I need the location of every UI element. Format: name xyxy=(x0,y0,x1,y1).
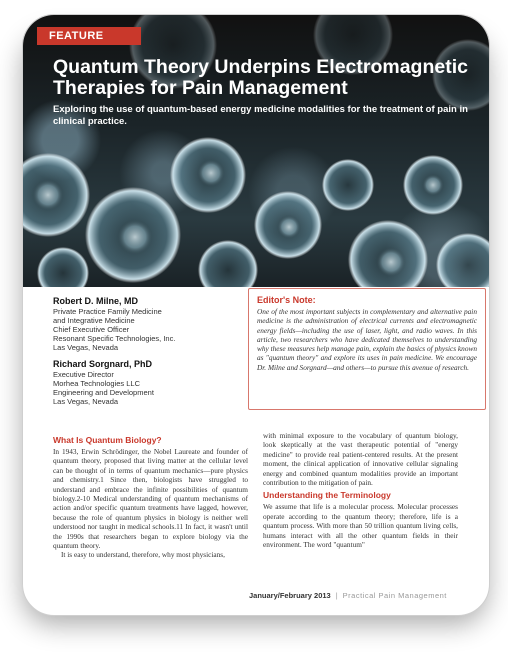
magazine-page xyxy=(22,14,490,616)
body-paragraph: It is easy to understand, therefore, why most physicians, xyxy=(61,550,225,560)
author-affiliation: Engineering and Development xyxy=(53,388,154,397)
body-paragraph: with minimal exposure to the vocabulary of quantum biology, look skeptically at the vast therapeutic potential of "energy medicine" to provide real patient-centered results. At the present moment, the clinical application of innovative cellular signaling energy and combined quantum modalities provide an important contribution to the mitigation of pain. xyxy=(263,431,458,488)
page-footer xyxy=(249,591,479,600)
author-affiliation: Chief Executive Officer xyxy=(53,325,130,334)
right-column xyxy=(263,431,458,549)
author-affiliation: and Integrative Medicine xyxy=(53,316,135,325)
section-heading: Understanding the Terminology xyxy=(263,490,391,501)
editor-note-text: One of the most important subjects in complementary and alternative pain medicine is the administration of electrical currents and electromagnetic energy fields—including the use of laser, light, and radio waves. In this article, two researchers who have dedicated themselves to understanding why these measures help manage pain, explain the basics of physics known as "quantum theory" and explore its uses in pain medicine. We encourage Dr. Milne and Sorgnard—and others—to pursue this avenue of research. xyxy=(257,307,477,372)
body-paragraph: We assume that life is a molecular process. Molecular processes operate according to the quantum theory; therefore, life is a quantum process. With more than 50 trillion quantum living cells, humans interact with all the other quantum fields in their environment. The word "quantum" xyxy=(263,502,458,550)
footer-issue: January/February 2013 xyxy=(249,591,331,600)
author-affiliation: Las Vegas, Nevada xyxy=(53,343,119,352)
author-affiliation: Private Practice Family Medicine xyxy=(53,307,162,316)
feature-tag: FEATURE xyxy=(37,27,141,45)
author-affiliation: Resonant Specific Technologies, Inc. xyxy=(53,334,176,343)
author-block xyxy=(53,360,245,406)
author-list xyxy=(53,297,245,414)
hero-cell-image xyxy=(23,15,489,287)
article-subtitle: Exploring the use of quantum-based energy medicine modalities for the treatment of pain in clinical practice. xyxy=(53,104,468,127)
section-heading: What Is Quantum Biology? xyxy=(53,435,162,445)
left-column xyxy=(53,435,248,560)
body-paragraph: In 1943, Erwin Schrödinger, the Nobel Laureate and founder of quantum theory, proposed that living matter at the cellular level can be thought of in terms of quantum mechanics—pure physics and chemistry.1 Since then, biologists have struggled to understand and embrace the infinite possibilities of quantum biology.2-10 Medical understanding of quantum mechanisms of action and/or specific quantum treatments have lagged, however, because the role of quantum physics in biology is neither well understood nor taught in medical schools.11 In fact, it wasn't until the 1990s that researchers began to explore biology via the quantum theory. xyxy=(53,447,248,551)
author-affiliation: Executive Director xyxy=(53,370,114,379)
author-name: Richard Sorgnard, PhD xyxy=(53,359,153,369)
footer-separator: | xyxy=(335,591,338,600)
author-affiliation: Morhea Technologies LLC xyxy=(53,379,141,388)
author-name: Robert D. Milne, MD xyxy=(53,296,138,306)
editor-note-box xyxy=(248,288,486,410)
author-affiliation: Las Vegas, Nevada xyxy=(53,397,119,406)
article-title: Quantum Theory Underpins Electromagnetic Therapies for Pain Management xyxy=(53,56,468,99)
editor-note-title: Editor's Note: xyxy=(257,295,316,305)
footer-magazine: Practical Pain Management xyxy=(342,591,447,600)
author-block xyxy=(53,297,245,352)
